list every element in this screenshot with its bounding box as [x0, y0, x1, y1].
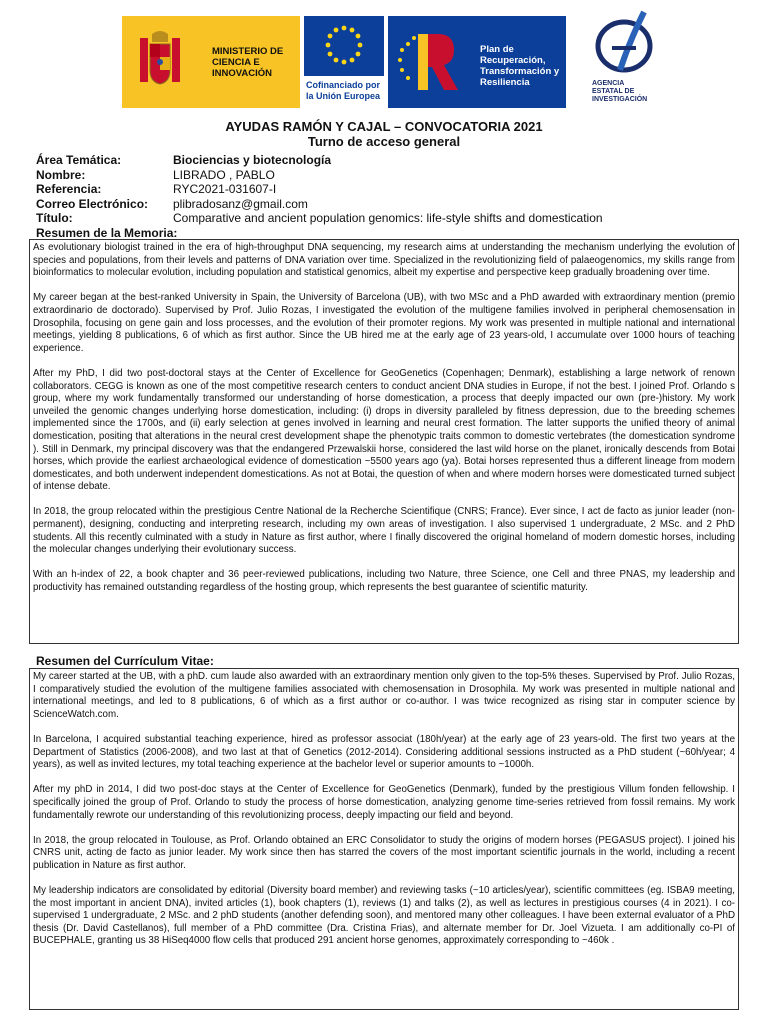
prtr-logo: [388, 16, 566, 108]
eu-logo: [304, 16, 384, 108]
aei-logo: [590, 8, 656, 112]
ministerio-text: MINISTERIO DE CIENCIA E INNOVACIÓN: [212, 46, 284, 79]
meta-value: LIBRADO , PABLO: [173, 167, 275, 182]
cv-heading: Resumen del Currículum Vitae:: [36, 654, 214, 668]
meta-label: Nombre:: [36, 167, 86, 182]
meta-value: Comparative and ancient population genomics: life-style shifts and domestication: [173, 211, 603, 226]
meta-row-nombre: [36, 168, 736, 183]
logos-bar: [0, 6, 768, 112]
memoria-paragraph: After my PhD, I did two post-doctoral stays at the Center of Excellence for GeoGenetics (Copenhagen; Denmark), establishing a large network of renown collaborators. CEGG is known as one of the most competitive research centers to conduct ancient DNA studies in Europe, if not the best. I joined Prof. Orlando s group, where my work fundamentally transformed our understanding of horse domestication, a process that deeply impacted our own (pre-)history. My work unveiled the genomic changes underlying horse domestication, including: (i) drops in diversity paralleled by fitness depression, due to the breeding schemes implemented since the 1700s, and (ii) early selection at genes involved in learning and neural crest formation. The latter supports the unified theory of animal domestication, positing that alterations in the neural crest development shape the phenotypic traits common to domestic vertebrates (the domestication syndrome ). Still in Denmark, my principal discovery was that the endangered Przewalskii horse, considered the last wild horse on the planet, ironically descends from Botai horses, which provide the earliest archaeological evidence of domestication ~5500 years ago (ya). Botai horses represented thus a different lineage from modern domesticates, and both underwent independent domestications. As not at Botai, the question of when and where modern horses were domesticated turned subject of intense debate.: [33, 367, 735, 493]
document-title-block: [0, 119, 768, 149]
metadata-table: [36, 153, 736, 226]
prtr-text: Plan de Recuperación, Transformación y Resiliencia: [480, 44, 560, 88]
memoria-paragraph: In 2018, the group relocated within the prestigious Centre National de la Recherche Scientifique (CNRS; France). Ever since, I act de facto as junior leader (non-permanent), designing, conducting and interpreting research, including my own areas of investigation. I also supervised 1 undergraduate, 2 MSc. and 2 PhD students. All this recently culminated with a study in Nature as first author, where I finally discovered the original homeland of modern domestic horses, including the molecular changes underlying their evolutionary success.: [33, 506, 735, 556]
memoria-paragraph: My career began at the best-ranked University in Spain, the University of Barcelona (UB), with two MSc and a PhD awarded with extraordinary mention (premio extraordinario de doctorado). Supervised by Prof. Julio Rozas, I investigated the evolution of the multigene families involved in peripheral chemosensation in Drosophila, focusing on gene gain and loss processes, and the evolution of their promoter regions. My work was presented in multiple national and international meetings, yielding 8 publications, 6 of which as first author. Since the UB hired me at the early age of 23 years-old, I accumulate over 1000 hours of teaching experience.: [33, 292, 735, 354]
document-title: AYUDAS RAMÓN Y CAJAL – CONVOCATORIA 2021: [225, 119, 543, 134]
coat-of-arms-icon: [136, 28, 184, 94]
ministerio-logo: [122, 16, 300, 108]
meta-value: plibradosanz@gmail.com: [173, 196, 308, 211]
cv-paragraph: In Barcelona, I acquired substantial teaching experience, hired as professor associat (180h/year) at the early age of 23 years-old. The first two years at the Department of Statistics (2006-2008), and two last at that of Genetics (2012-2014). Considering additional sessions instructed as a PhD student (~60h/year; 4 years), as well as invited lectures, my total teaching experience at the bachelor level or superior amounts to ~1000h.: [33, 733, 735, 771]
meta-row-titulo: [36, 211, 736, 226]
meta-label: Referencia:: [36, 182, 102, 197]
meta-label: Título:: [36, 211, 73, 226]
meta-value: RYC2021-031607-I: [173, 182, 277, 197]
cv-box: [29, 668, 739, 1010]
memoria-paragraph: With an h-index of 22, a book chapter and 36 peer-reviewed publications, including two Nature, three Science, one Cell and three PNAS, my leadership and productivity has remained outstanding regardless of the hosting group, which represents the best guarantee of scientific maturity.: [33, 569, 735, 594]
meta-row-correo: [36, 197, 736, 212]
memoria-heading: Resumen de la Memoria:: [36, 226, 178, 240]
meta-row-area: [36, 153, 736, 168]
aei-text: AGENCIA ESTATAL DE INVESTIGACIÓN: [592, 80, 648, 103]
memoria-box: [29, 239, 739, 644]
document-subtitle: Turno de acceso general: [307, 134, 461, 149]
memoria-paragraph: As evolutionary biologist trained in the era of high-throughput DNA sequencing, my research aims at understanding the mechanism underlying the evolution of species and populations, from their levels and patterns of DNA variation over time. Specialized in the revolutionizing field of palaeogenomics, my skills range from bioinformatics to molecular evolution, including population and statistical genomics, albeit my expertise and perspective keep gradually broadening over time.: [33, 242, 735, 279]
cv-paragraph: After my phD in 2014, I did two post-doc stays at the Center of Excellence for GeoGenetics (Denmark), funded by the prestigious Villum fonden fellowship. I specifically joined the group of Prof. Orlando to study the process of horse domestication, analyzing genome time-series retrieved from fossil remains. My work fundamentally rewrote our understanding of this revolutionizing process, deeply impacting our field and beyond.: [33, 784, 735, 821]
meta-row-referencia: [36, 182, 736, 197]
cv-paragraph: My career started at the UB, with a phD. cum laude also awarded with an extraordinary mention only given to the top-5% theses. Supervised by Prof. Julio Rozas, I comparatively studied the evolution of the multigene families associated with chemosensation in Drosophila. My work was presented in multiple national and international meetings, and led to 8 publications, 6 of which as a first author or co-author. I was twice recognized as rising star in computer science by ScienceWatch.com.: [33, 671, 735, 720]
aei-emblem-icon: [590, 8, 656, 78]
meta-value: Biociencias y biotecnología: [173, 153, 332, 167]
meta-label: Área Temática:: [36, 153, 122, 167]
prtr-emblem-icon: [388, 16, 468, 108]
eu-text: Cofinanciado por la Unión Europea: [306, 80, 381, 101]
meta-label: Correo Electrónico:: [36, 196, 149, 211]
cv-paragraph: My leadership indicators are consolidated by editorial (Diversity board member) and reviewing tasks (~10 articles/year), scientific committees (eg. ISBA9 meeting, the most important in ancient DNA), invited articles (1), book chapters (1), reviews (1) and talks (2), as well as lectures in prestigious courses (4 in 2021). I co-supervised 1 undergraduate, 2 MSc. and 2 phD students (another defending soon), and mentored many other colleagues. I have been external evaluator of a PhD thesis (Dr. David Castellanos), full member of a PhD committee (Dra. Cristina Frias), and alternate member for Dr. Joel Vizueta. I am additionally co-PI of BUCEPHALE, granting us 38 HiSeq4000 flow cells that produced 291 ancient horse genomes, approximately corresponding to ~460k .: [33, 885, 735, 947]
cv-paragraph: In 2018, the group relocated in Toulouse, as Prof. Orlando obtained an ERC Consolidator to study the origins of modern horses (PEGASUS project). I joined his CNRS unit, acting de facto as junior leader. My work since then has starred the covers of the most important scientific journals in the world, including a recent publication in Nature as first author.: [33, 834, 735, 871]
eu-flag-icon: [304, 16, 384, 76]
